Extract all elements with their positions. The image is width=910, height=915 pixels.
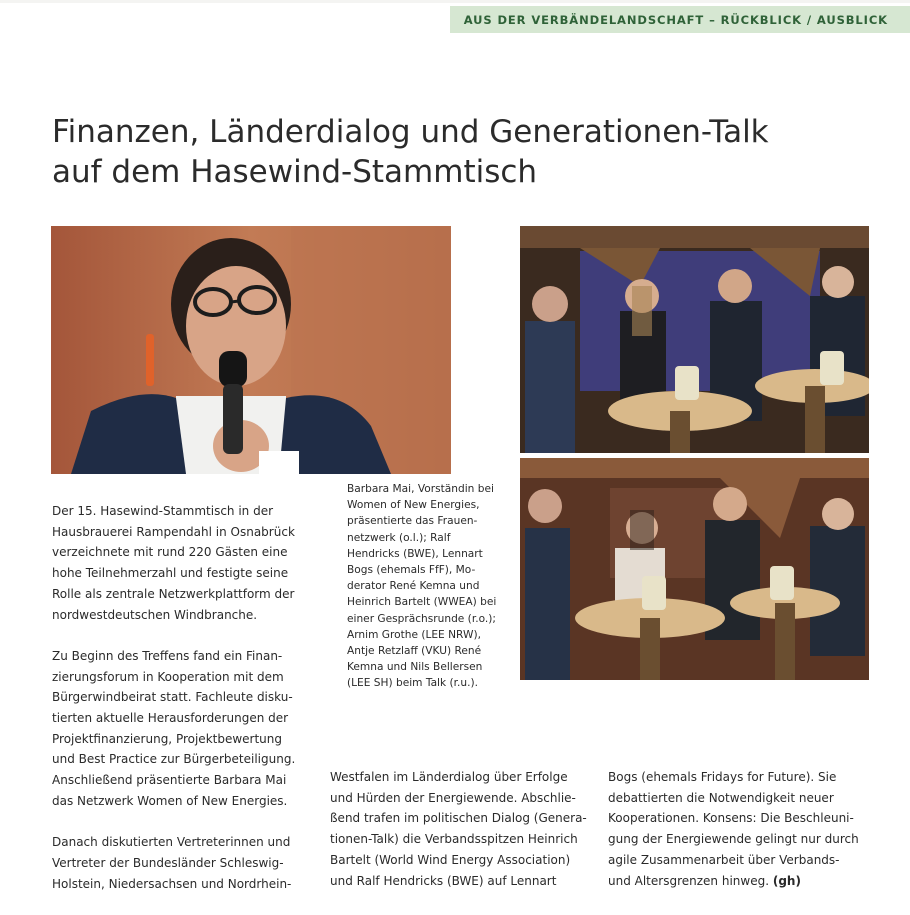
text-line: Der 15. Hasewind-Stammtisch in der — [52, 504, 274, 518]
text-line: Zu Beginn des Treffens fand ein Finan- — [52, 648, 283, 663]
text-line: Westfalen im Länderdialog über Erfolge — [330, 770, 568, 784]
caption-line: Hendricks (BWE), Lennart — [347, 547, 483, 560]
text-line: Danach diskutierten Vertreterinnen und — [52, 835, 291, 850]
top-band — [0, 0, 910, 3]
text-line: tierten aktuelle Herausforderungen der — [52, 711, 289, 726]
caption-line: präsentierte das Frauen- — [347, 515, 478, 528]
text-line: Anschließend präsentierte Barbara Mai — [52, 773, 287, 788]
article-title — [52, 112, 852, 192]
text-line: das Netzwerk Women of New Energies. — [52, 793, 288, 808]
caption-line: Arnim Grothe (LEE NRW), — [347, 628, 481, 641]
text-line: tionen-Talk) die Verbandsspitzen Heinrich — [330, 832, 578, 847]
photo-panel-discussion — [520, 226, 869, 453]
text-line: und Ralf Hendricks (BWE) auf Lennart — [330, 873, 557, 888]
section-label — [450, 6, 910, 33]
text-line: agile Zusammenarbeit über Verbands- — [608, 852, 840, 867]
photo-caption — [347, 481, 507, 692]
text-line: Hausbrauerei Rampendahl in Osnabrück — [52, 524, 295, 539]
author-tag: (gh) — [772, 873, 801, 888]
text-line: gung der Energiewende gelingt nur durch — [608, 832, 859, 847]
paragraph-state-dialog — [52, 832, 317, 894]
text-line: Projektfinanzierung, Projektbewertung — [52, 731, 283, 746]
body-column-1 — [52, 501, 317, 915]
text-line: hohe Teilnehmerzahl und festigte seine — [52, 566, 289, 581]
text-line: Kooperationen. Konsens: Die Beschleuni- — [608, 811, 854, 826]
title-line-1: Finanzen, Länderdialog und Generationen-Talk — [52, 114, 769, 150]
caption-line: Women of New Energies, — [347, 499, 480, 512]
paragraph-intro — [52, 501, 317, 625]
caption-line: Bogs (ehemals FfF), Mo- — [347, 564, 476, 577]
photo-talk-round — [520, 458, 869, 680]
caption-line: derator René Kemna und — [347, 580, 480, 593]
text-line: debattierten die Notwendigkeit neuer — [608, 790, 834, 805]
caption-line: einer Gesprächsrunde (r.o.); — [347, 612, 496, 625]
text-line: zierungsforum in Kooperation mit dem — [52, 669, 284, 684]
text-line: verzeichnete mit rund 220 Gästen eine — [52, 545, 288, 560]
text-line: Rolle als zentrale Netzwerkplattform der — [52, 586, 295, 601]
text-line: Vertreter der Bundesländer Schleswig- — [52, 855, 284, 870]
text-line: Bartelt (World Wind Energy Association) — [330, 852, 571, 867]
caption-line: (LEE SH) beim Talk (r.u.). — [347, 677, 478, 690]
text-line: Bogs (ehemals Fridays for Future). Sie — [608, 770, 837, 784]
text-line: und Best Practice zur Bürgerbeteiligung. — [52, 752, 296, 767]
text-line: und Altersgrenzen hinweg. — [608, 873, 770, 888]
caption-line: Barbara Mai, Vorständin bei — [347, 483, 494, 495]
title-line-2: auf dem Hasewind-Stammtisch — [52, 154, 538, 190]
body-column-3 — [608, 767, 878, 891]
caption-line: netzwerk (o.l.); Ralf — [347, 531, 451, 544]
text-line: Bürgerwindbeirat statt. Fachleute disku- — [52, 690, 293, 705]
body-column-2 — [330, 767, 595, 891]
photo-speaker — [51, 226, 451, 474]
caption-line: Antje Retzlaff (VKU) René — [347, 645, 482, 658]
section-label-text: AUS DER VERBÄNDELANDSCHAFT – RÜCKBLICK / AUSBLICK — [463, 12, 888, 27]
text-line: Holstein, Niedersachsen und Nordrhein- — [52, 876, 292, 891]
text-line: nordwestdeutschen Windbranche. — [52, 607, 258, 622]
text-line: ßend trafen im politischen Dialog (Genera- — [330, 811, 587, 826]
text-line: und Hürden der Energiewende. Abschlie- — [330, 790, 576, 805]
paragraph-financing-forum — [52, 646, 317, 812]
caption-line: Heinrich Bartelt (WWEA) bei — [347, 596, 497, 609]
last-line — [608, 871, 878, 892]
caption-line: Kemna und Nils Bellersen — [347, 661, 483, 674]
